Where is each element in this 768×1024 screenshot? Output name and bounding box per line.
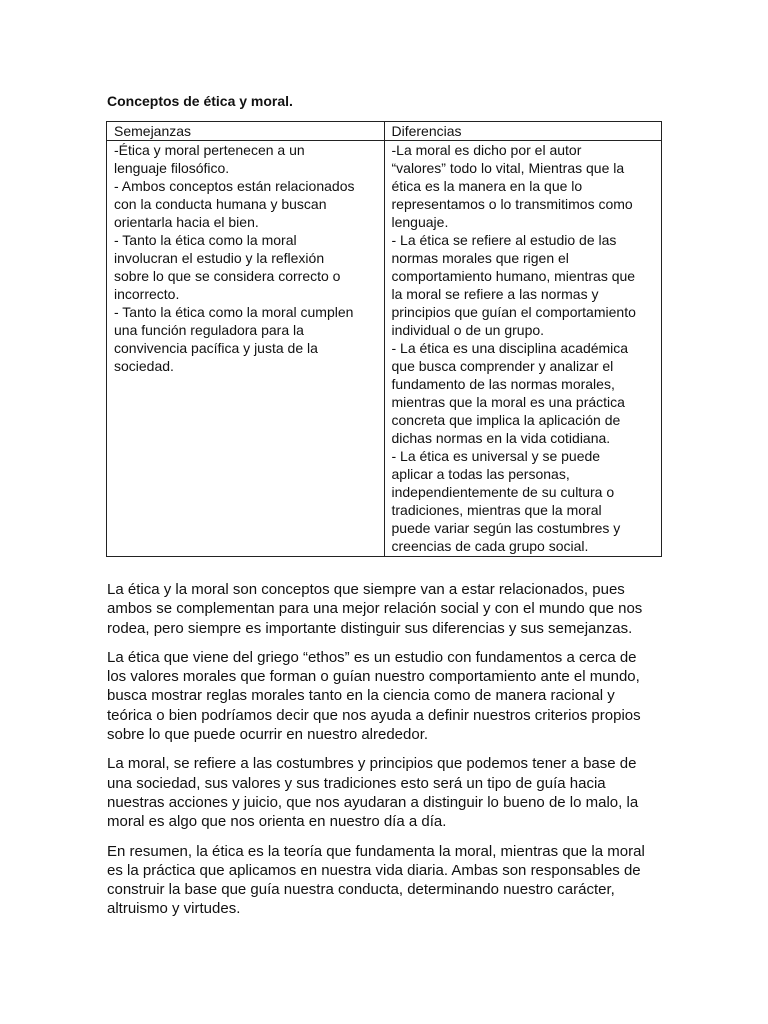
diferencias-line: - La ética se refiere al estudio de las (391, 232, 617, 248)
paragraph-line: rodea, pero siempre es importante distinguir sus diferencias y sus semejanzas. (107, 619, 633, 637)
comparison-table (106, 121, 662, 557)
semejanzas-line: - Tanto la ética como la moral (114, 232, 297, 248)
diferencias-line: tradiciones, mientras que la moral (391, 502, 602, 518)
paragraph-line: es la práctica que aplicamos en nuestra vida diaria. Ambas son responsables de (107, 861, 641, 879)
paragraph-line: teórica o bien podríamos decir que nos ayuda a definir nuestros criterios propios (107, 706, 641, 724)
semejanzas-line: lenguaje filosófico. (114, 160, 230, 176)
diferencias-line: principios que guían el comportamiento (391, 304, 636, 320)
table-row (107, 141, 662, 557)
diferencias-line: - La ética es universal y se puede (391, 448, 601, 464)
diferencias-cell (384, 141, 662, 557)
diferencias-line: normas morales que rigen el (391, 250, 569, 266)
diferencias-line: ética es la manera en la que lo (391, 178, 583, 194)
diferencias-line: puede variar según las costumbres y (391, 520, 621, 536)
semejanzas-cell (107, 141, 385, 557)
diferencias-line: lenguaje. (391, 214, 449, 230)
paragraph-line: los valores morales que forman o guían nuestro comportamiento ante el mundo, (107, 668, 640, 686)
diferencias-line: fundamento de las normas morales, (391, 376, 615, 392)
header-semejanzas: Semejanzas (107, 122, 385, 141)
diferencias-line: la moral se refiere a las normas y (391, 286, 599, 302)
diferencias-line: que busca comprender y analizar el (391, 358, 614, 374)
semejanzas-line: incorrecto. (114, 286, 180, 302)
diferencias-line: -La moral es dicho por el autor (391, 142, 582, 158)
semejanzas-line: con la conducta humana y buscan (114, 196, 327, 212)
body-paragraph (107, 842, 667, 919)
semejanzas-line: sobre lo que se considera correcto o (114, 268, 341, 284)
semejanzas-line: sociedad. (114, 358, 174, 374)
diferencias-line: - La ética es una disciplina académica (391, 340, 629, 356)
semejanzas-line: convivencia pacífica y justa de la (114, 340, 318, 356)
diferencias-line: concreta que implica la aplicación de (391, 412, 621, 428)
paragraph-line: moral es algo que nos orienta en nuestro día a día. (107, 813, 447, 831)
body-paragraph (107, 648, 667, 744)
paragraph-line: sobre lo que puede ocurrir en nuestro alrededor. (107, 726, 429, 744)
diferencias-line: aplicar a todas las personas, (391, 466, 570, 482)
paragraph-line: La ética y la moral son conceptos que siempre van a estar relacionados, pues (107, 581, 625, 598)
paragraph-line: altruismo y virtudes. (107, 900, 241, 918)
body-paragraph (107, 754, 667, 831)
semejanzas-line: - Ambos conceptos están relacionados (114, 178, 355, 194)
diferencias-line: comportamiento humano, mientras que (391, 268, 636, 284)
body-text (107, 580, 667, 929)
table-header-row (107, 122, 662, 141)
paragraph-line: nuestras acciones y juicio, que nos ayudaran a distinguir lo bueno de lo malo, la (107, 793, 639, 811)
paragraph-line: En resumen, la ética es la teoría que fundamenta la moral, mientras que la moral (107, 842, 645, 860)
header-diferencias: Diferencias (384, 122, 662, 141)
paragraph-line: La ética que viene del griego “ethos” es un estudio con fundamentos a cerca de (107, 648, 637, 666)
semejanzas-line: una función reguladora para la (114, 322, 304, 338)
diferencias-line: “valores” todo lo vital, Mientras que la (391, 160, 625, 176)
paragraph-line: una sociedad, sus valores y sus tradiciones esto será un tipo de guía hacia (107, 774, 606, 792)
semejanzas-line: -Ética y moral pertenecen a un (114, 142, 305, 158)
diferencias-line: dichas normas en la vida cotidiana. (391, 430, 611, 446)
diferencias-line: individual o de un grupo. (391, 322, 545, 338)
paragraph-line: busca mostrar reglas morales tanto en la ciencia como de manera racional y (107, 687, 615, 705)
diferencias-line: mientras que la moral es una práctica (391, 394, 625, 410)
paragraph-line: La moral, se refiere a las costumbres y principios que podemos tener a base de (107, 755, 637, 773)
body-paragraph (107, 580, 667, 638)
document-title: Conceptos de ética y moral. (107, 93, 293, 109)
diferencias-line: independientemente de su cultura o (391, 484, 615, 500)
diferencias-line: creencias de cada grupo social. (391, 538, 589, 554)
diferencias-line: representamos o lo transmitimos como (391, 196, 633, 212)
semejanzas-line: involucran el estudio y la reflexión (114, 250, 325, 266)
paragraph-line: construir la base que guía nuestra conducta, determinando nuestro carácter, (107, 881, 615, 899)
semejanzas-line: orientarla hacia el bien. (114, 214, 259, 230)
paragraph-line: ambos se complementan para una mejor relación social y con el mundo que nos (107, 600, 643, 618)
semejanzas-line: - Tanto la ética como la moral cumplen (114, 304, 354, 320)
